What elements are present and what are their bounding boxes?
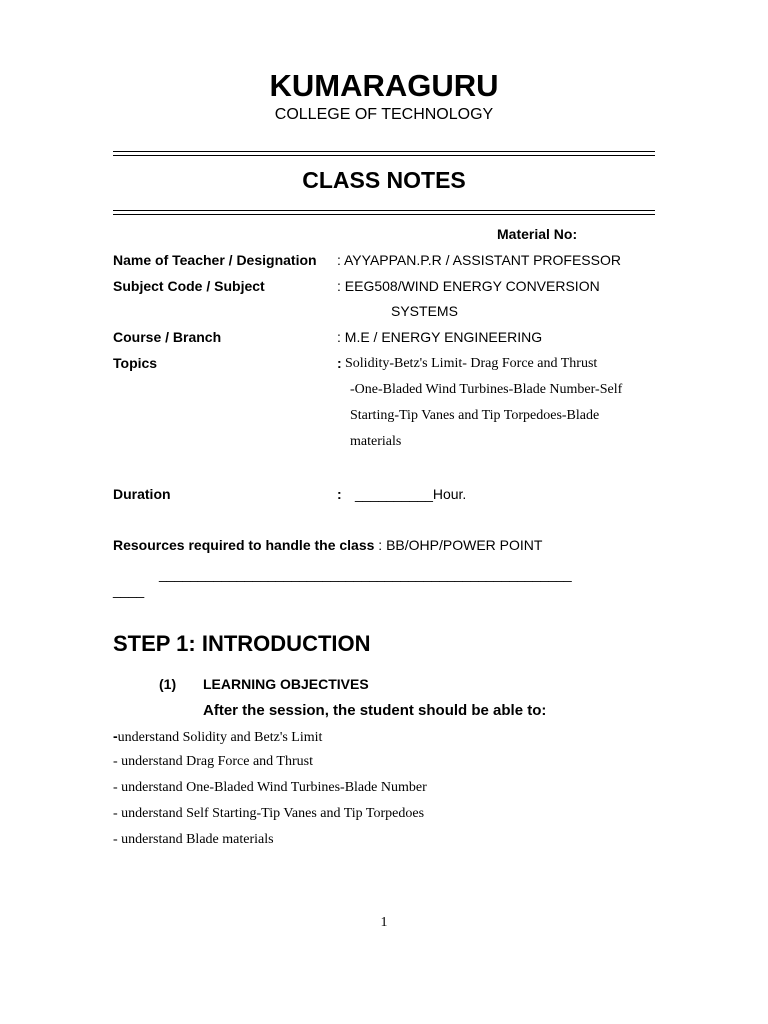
topics-line: -One-Bladed Wind Turbines-Blade Number-Self xyxy=(350,382,623,397)
objective-item: - understand Self Starting-Tip Vanes and Tip Torpedoes xyxy=(113,806,425,821)
objective-item: - understand One-Bladed Wind Turbines-Blade Number xyxy=(113,780,427,795)
divider-top-1 xyxy=(113,151,655,152)
objective-text: understand Solidity and Betz's Limit xyxy=(117,730,323,745)
topics-line: materials xyxy=(350,434,402,449)
objective-title: LEARNING OBJECTIVES xyxy=(203,676,369,692)
duration-colon: : xyxy=(337,486,342,502)
college-name: KUMARAGURU xyxy=(269,68,499,103)
divider-bottom-1 xyxy=(113,210,655,211)
course-label: Course / Branch xyxy=(113,329,222,345)
resources-value: : BB/OHP/POWER POINT xyxy=(374,537,543,553)
objective-item: - understand Drag Force and Thrust xyxy=(113,754,313,769)
subject-value-cont: SYSTEMS xyxy=(391,303,458,319)
blank-underline-cont: ____ xyxy=(113,582,145,598)
teacher-value: : AYYAPPAN.P.R / ASSISTANT PROFESSOR xyxy=(337,252,621,268)
teacher-label: Name of Teacher / Designation xyxy=(113,252,317,268)
divider-top-2 xyxy=(113,155,655,156)
subject-label: Subject Code / Subject xyxy=(113,278,265,294)
subject-value: : EEG508/WIND ENERGY CONVERSION xyxy=(337,278,600,294)
resources-line xyxy=(113,537,542,553)
duration-label: Duration xyxy=(113,486,171,502)
duration-value: __________Hour. xyxy=(355,486,467,502)
topics-label: Topics xyxy=(113,355,158,371)
objective-item: - understand Blade materials xyxy=(113,832,274,847)
course-value: : M.E / ENERGY ENGINEERING xyxy=(337,329,543,345)
topics-line: Starting-Tip Vanes and Tip Torpedoes-Blade xyxy=(350,408,600,423)
divider-bottom-2 xyxy=(113,214,655,215)
topics-line: Solidity-Betz's Limit- Drag Force and Thrust xyxy=(345,356,598,371)
college-subtitle: COLLEGE OF TECHNOLOGY xyxy=(274,106,494,123)
doc-title: CLASS NOTES xyxy=(302,167,466,193)
resources-label: Resources required to handle the class xyxy=(113,537,375,553)
objective-number: (1) xyxy=(159,676,177,692)
objective-intro: After the session, the student should be able to: xyxy=(203,702,547,719)
step1-heading: STEP 1: INTRODUCTION xyxy=(113,631,371,656)
blank-underline: _____________________________________________________ xyxy=(159,566,572,582)
objective-item xyxy=(113,728,322,746)
topics-colon: : xyxy=(337,355,342,371)
objective-dash: - xyxy=(113,728,118,744)
material-no-label: Material No: xyxy=(497,226,578,242)
page-number: 1 xyxy=(380,915,388,930)
